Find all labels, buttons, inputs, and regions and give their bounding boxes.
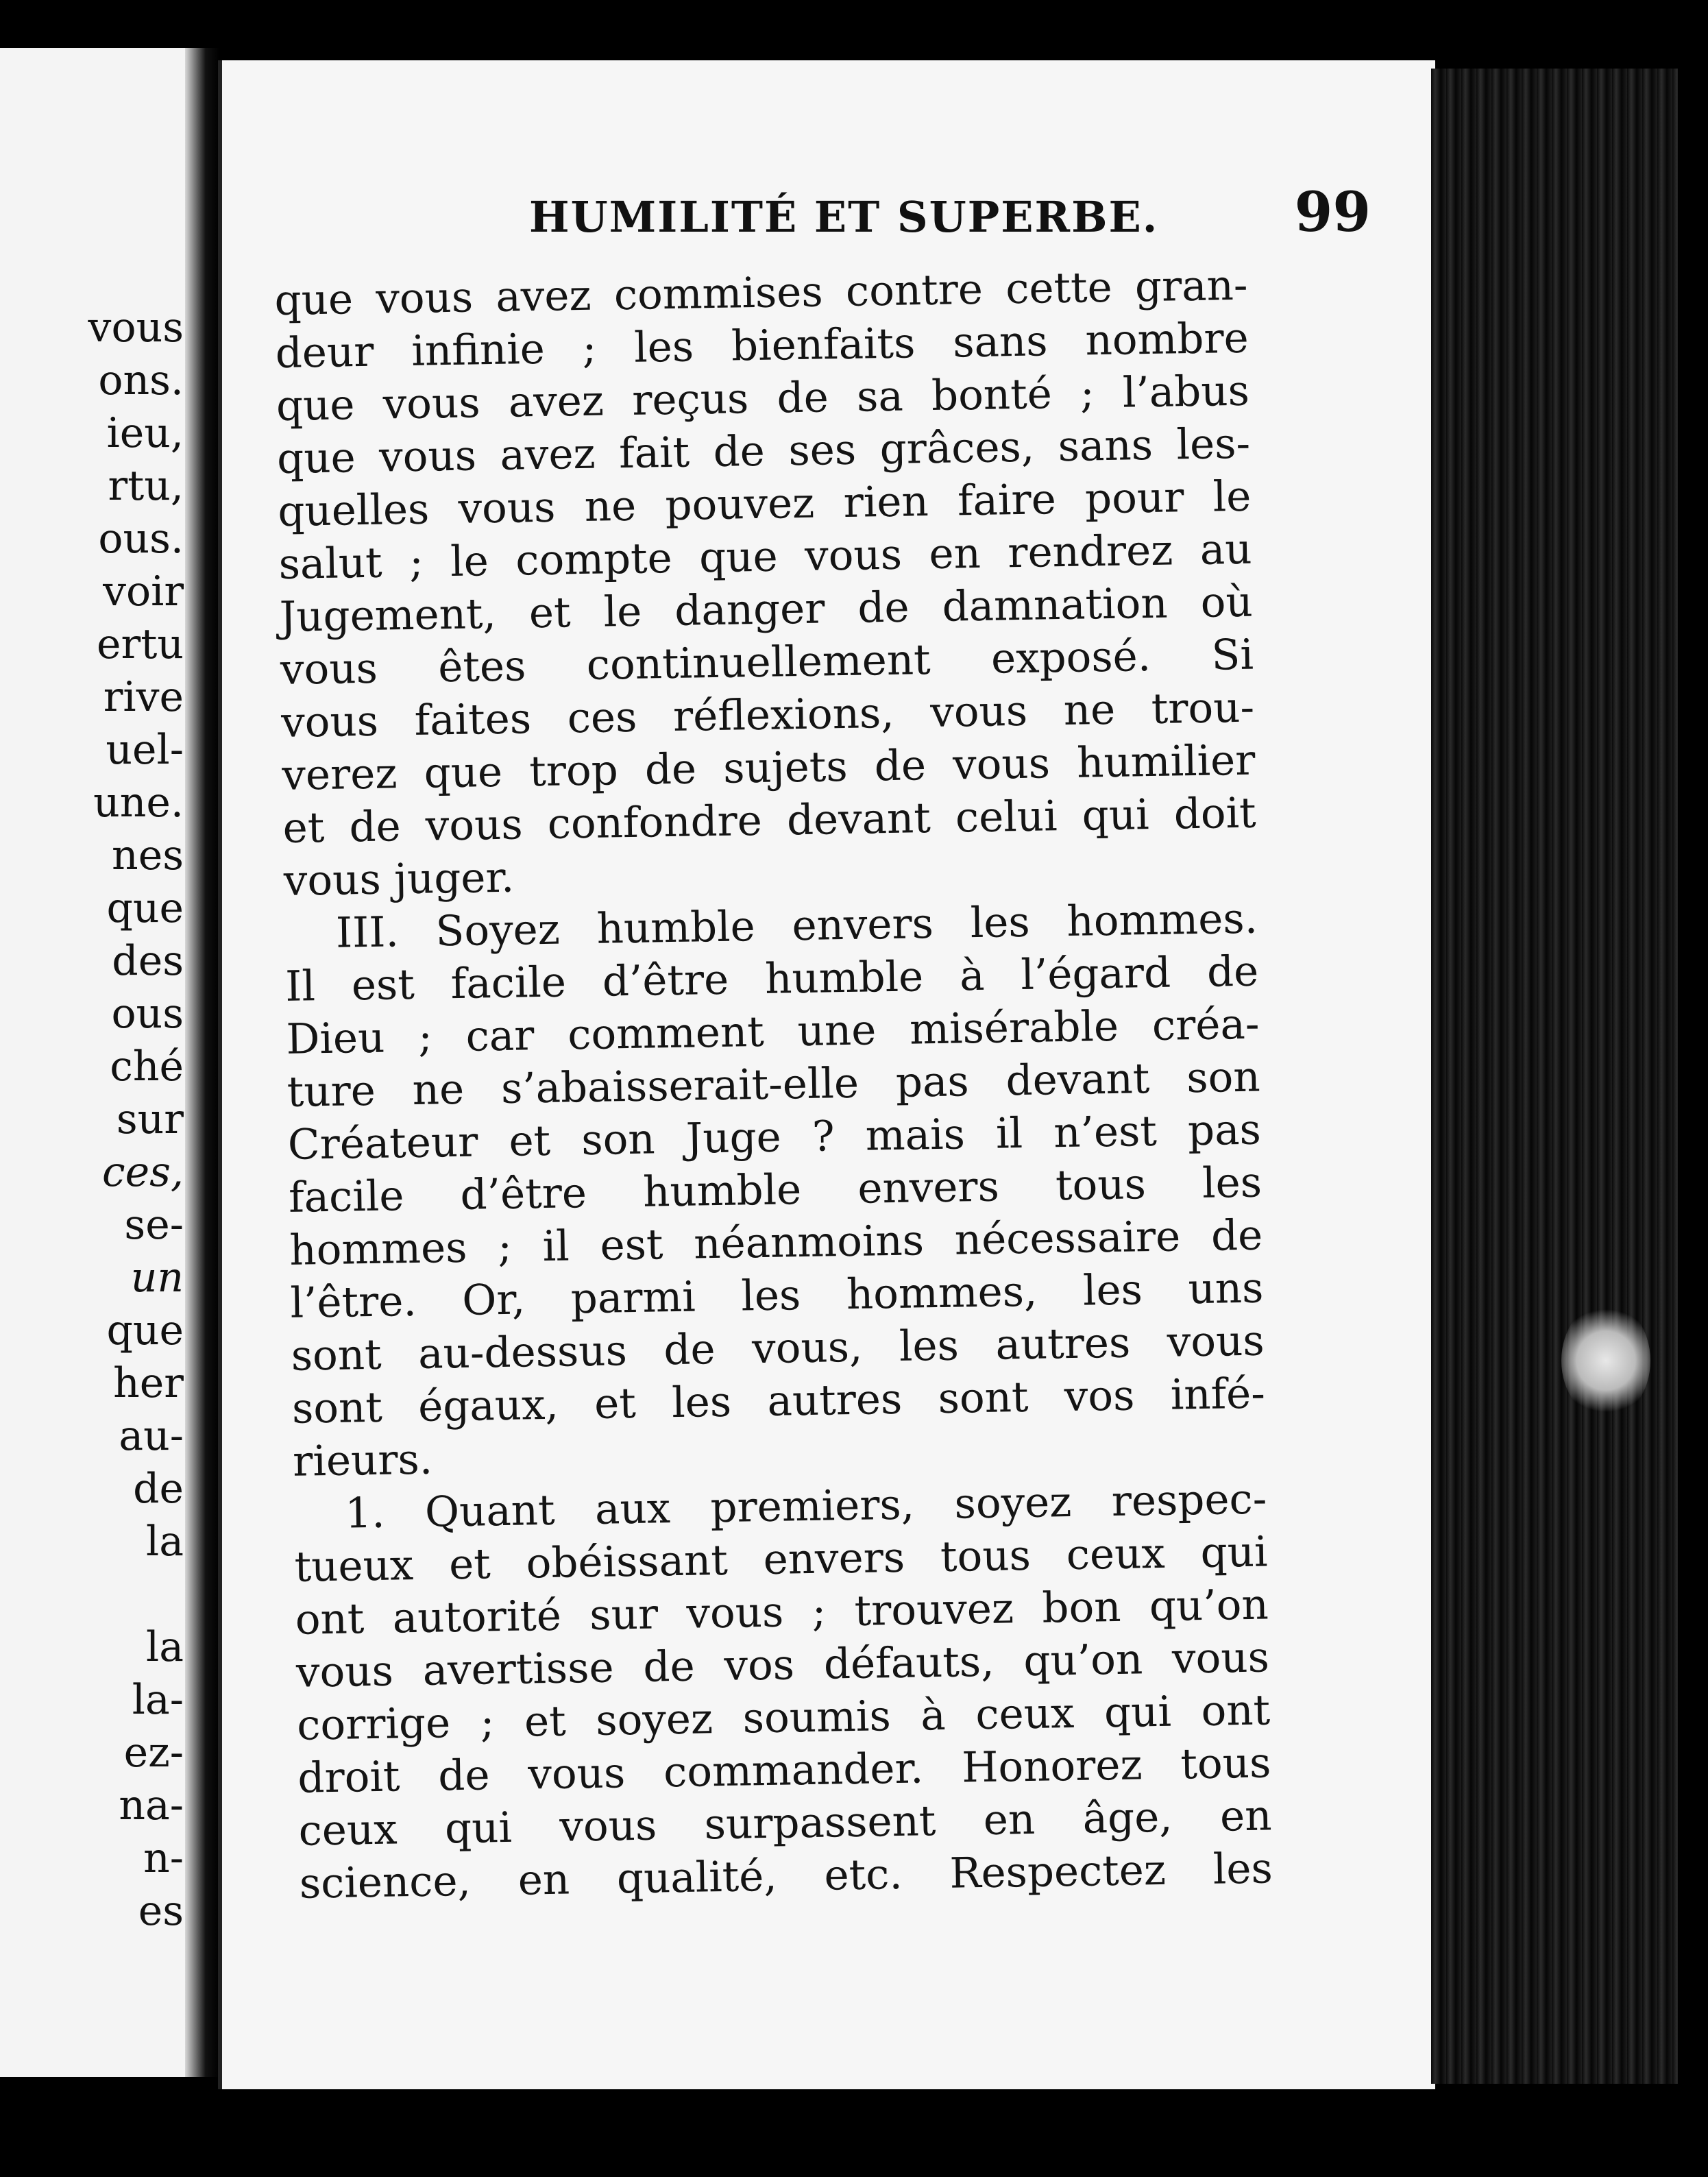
left-page-line-fragment: ertu [97,620,184,668]
text-line: corrige ; et soyez soumis à ceux qui ont [296,1686,1271,1750]
text-line: Dieu ; car comment une misérable créa- [285,999,1260,1064]
text-line: droit de vous commander. Honorez tous [297,1738,1271,1803]
text-line: Il est facile d’être humble à l’égard de [284,947,1259,1011]
text-line: salut ; le compte que vous en rendrez au [278,524,1253,589]
left-page-line-fragment: de [133,1465,184,1513]
text-line: que vous avez reçus de sa bonté ; l’abus [276,366,1250,430]
left-page-line-fragment: une. [93,779,184,827]
left-page-line-fragment: ieu, [106,409,184,457]
left-page-line-fragment: uel- [106,726,184,774]
left-page-line-fragment: ous [111,990,184,1038]
left-page-line-fragment: nes [112,831,184,879]
left-page-line-fragment: la- [132,1676,184,1724]
text-line: tueux et obéissant envers tous ceux qui [294,1527,1269,1592]
text-line: science, en qualité, etc. Respectez les [299,1844,1273,1908]
left-page-line-fragment: un [130,1254,184,1302]
left-page-line-fragment: que [106,884,184,932]
left-page-line-fragment: rtu, [108,462,184,510]
text-line: vous êtes continuellement exposé. Si [280,630,1254,694]
page-number: 99 [1294,180,1371,244]
text-line: sont égaux, et les autres sont vos infé- [291,1369,1266,1433]
left-page-line-fragment: la [146,1518,184,1566]
text-line: deur infinie ; les bienfaits sans nombre [275,313,1249,378]
left-page-line-fragment: ez- [123,1729,184,1777]
left-page-line-fragment: sur [116,1095,184,1143]
text-line: rieurs. [292,1435,433,1486]
text-line: verez que trop de sujets de vous humilier [281,735,1256,800]
left-page-line-fragment: ché [110,1043,184,1091]
running-head [308,180,1371,262]
book-gutter [185,48,219,2077]
left-page-line-fragment: des [112,937,184,985]
left-page-line-fragment: ces, [102,1148,184,1196]
running-title: HUMILITÉ ET SUPERBE. [529,192,1159,242]
text-line: sont au-dessus de vous, les autres vous [291,1316,1265,1381]
left-page-line-fragment: ons. [98,356,184,404]
left-page-line-fragment: ous. [98,515,184,563]
text-line: vous avertisse de vos défauts, qu’on vous [295,1633,1270,1697]
text-line: ture ne s’abaisserait-elle pas devant son [286,1052,1261,1117]
text-line: hommes ; il est néanmoins nécessaire de [289,1211,1263,1275]
text-line: que vous avez fait de ses grâces, sans les- [276,419,1251,483]
text-line: ceux qui vous surpassent en âge, en [298,1791,1273,1856]
left-page-line-fragment: la [146,1623,184,1671]
left-page-line-fragment: vous [88,304,184,352]
left-page-line-fragment: se- [124,1201,184,1249]
text-line: l’être. Or, parmi les hommes, les uns [290,1263,1264,1328]
text-line: vous juger. [283,853,515,905]
left-page-line-fragment: her [113,1359,184,1407]
left-page-line-fragment: es [138,1887,184,1935]
numbered-paragraph-line: 1. Quant aux premiers, soyez respec- [344,1474,1267,1538]
text-line: ont autorité sur vous ; trouvez bon qu’on [295,1580,1269,1644]
paper-damage-spot [1561,1302,1650,1419]
left-page-line-fragment: n- [143,1834,184,1882]
text-line: facile d’être humble envers tous les [288,1158,1262,1222]
text-line: que vous avez commises contre cette gran- [274,260,1248,325]
page-fore-edge [1431,69,1678,2084]
text-line: et de vous confondre devant celui qui doit [282,788,1257,853]
left-page-line-fragment: au- [119,1412,184,1460]
text-line: Créateur et son Juge ? mais il n’est pas [287,1105,1262,1169]
text-line: vous faites ces réflexions, vous ne trou- [280,683,1255,747]
left-page-line-fragment: voir [103,568,184,616]
section-heading-line: III. Soyez humble envers les hommes. [335,894,1258,958]
body-text [274,259,1273,1910]
text-line: quelles vous ne pouvez rien faire pour le [277,472,1252,536]
left-page-line-fragment: rive [103,673,184,721]
text-line: Jugement, et le danger de damnation où [279,577,1254,642]
left-page-line-fragment: na- [119,1781,184,1829]
left-page-line-fragment: que [106,1306,184,1354]
